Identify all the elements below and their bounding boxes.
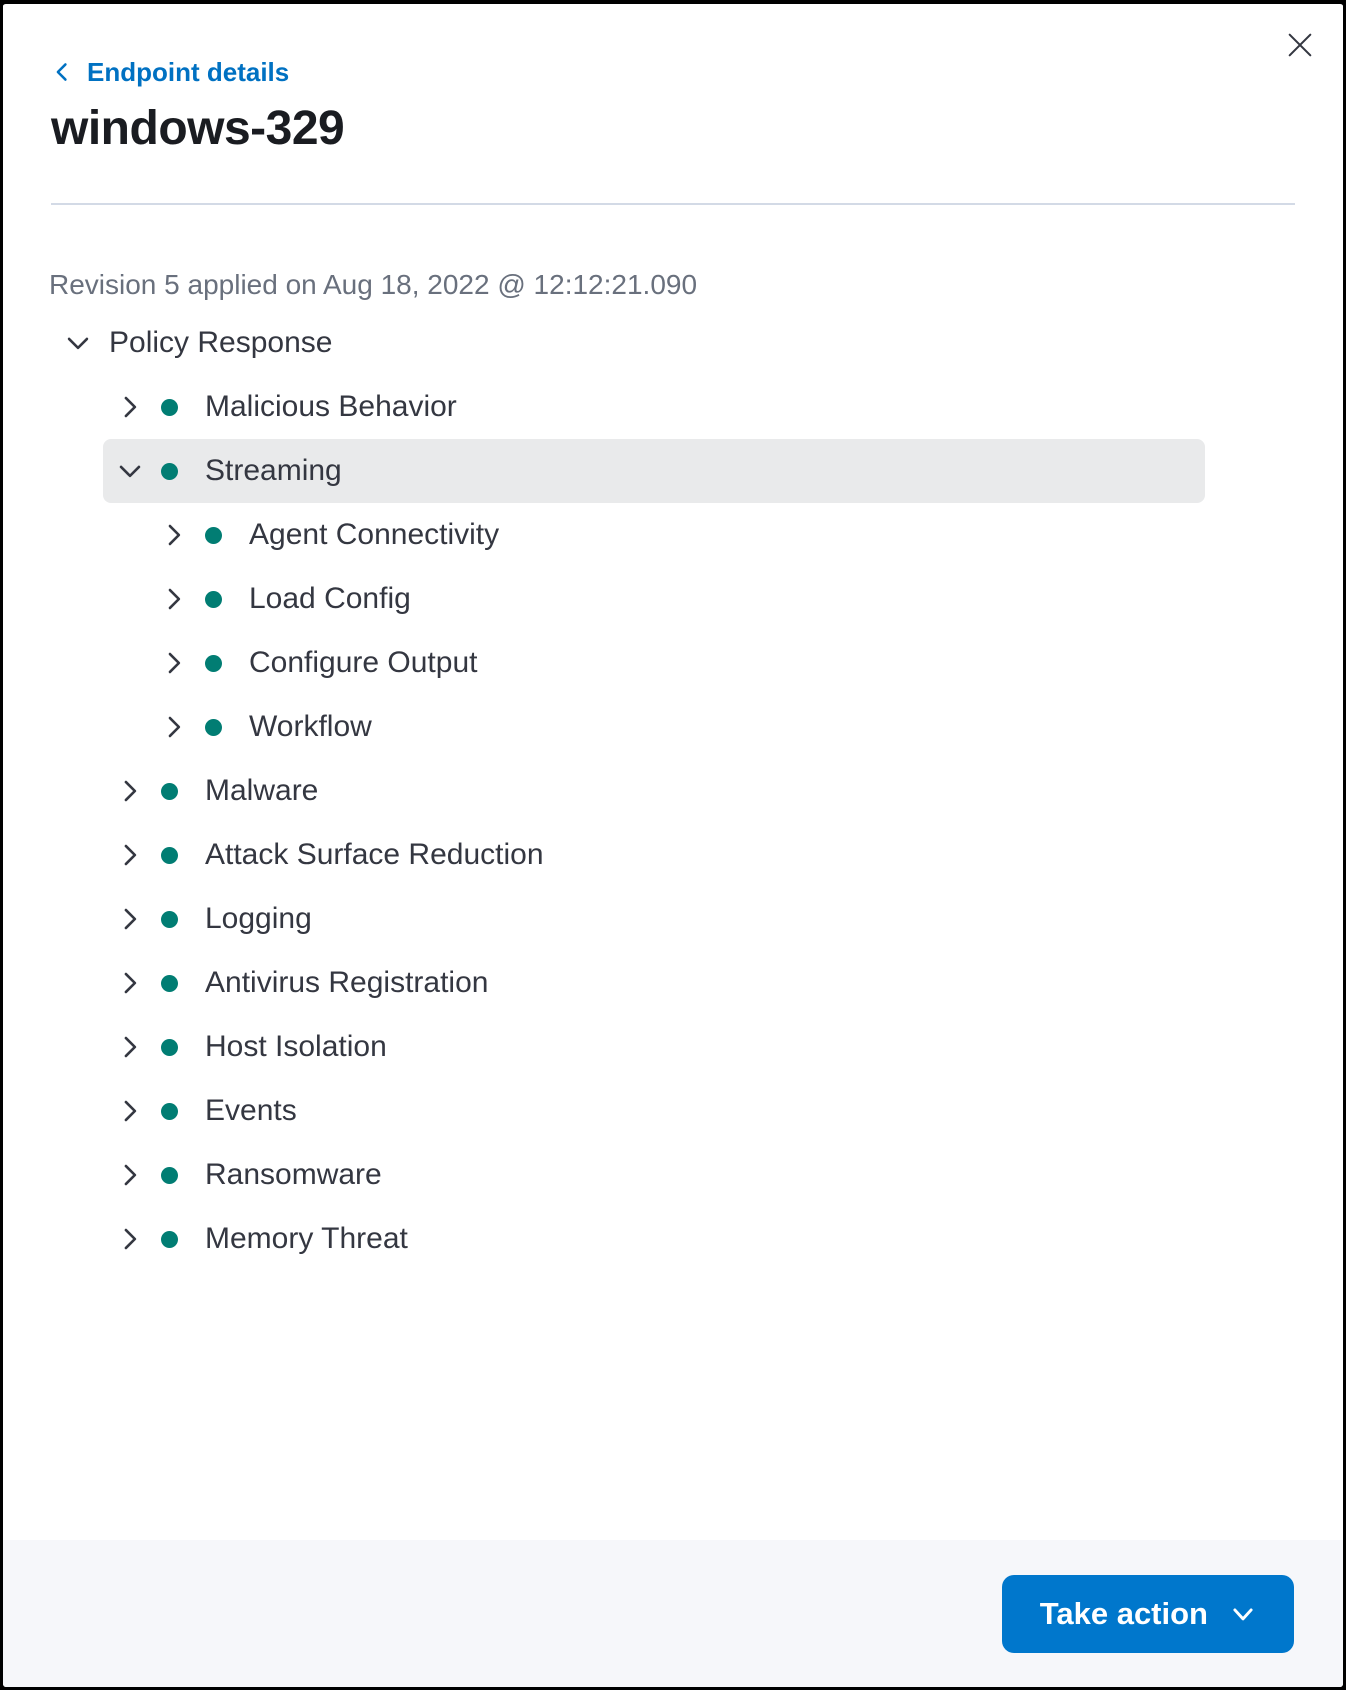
tree-item-label: Antivirus Registration <box>205 966 489 999</box>
tree-item-label: Policy Response <box>109 326 333 359</box>
chevron-down-icon[interactable] <box>117 458 143 484</box>
chevron-left-icon <box>51 59 73 85</box>
tree-item-memory-threat[interactable] <box>3 1207 1343 1271</box>
status-dot-icon <box>161 1231 178 1248</box>
take-action-label: Take action <box>1039 1595 1208 1631</box>
chevron-down-icon <box>1230 1601 1256 1627</box>
tree-item-label: Host Isolation <box>205 1030 387 1063</box>
tree-item-label: Load Config <box>249 582 411 615</box>
tree-item-agent-connectivity[interactable] <box>3 503 1343 567</box>
status-dot-icon <box>161 463 178 480</box>
status-dot-icon <box>205 719 222 736</box>
status-dot-icon <box>161 911 178 928</box>
close-icon[interactable] <box>1285 30 1315 60</box>
chevron-right-icon[interactable] <box>117 842 143 868</box>
tree-item-antivirus-registration[interactable] <box>3 951 1343 1015</box>
chevron-right-icon[interactable] <box>161 522 187 548</box>
tree-item-load-config[interactable] <box>3 567 1343 631</box>
page-title: windows-329 <box>51 102 345 155</box>
flyout-footer <box>3 1540 1343 1687</box>
tree-item-label: Workflow <box>249 710 372 743</box>
chevron-right-icon[interactable] <box>117 906 143 932</box>
tree-item-label: Ransomware <box>205 1158 382 1191</box>
tree-item-label: Streaming <box>205 454 342 487</box>
tree-item-workflow[interactable] <box>3 695 1343 759</box>
tree-item-host-isolation[interactable] <box>3 1015 1343 1079</box>
tree-item-label: Agent Connectivity <box>249 518 500 551</box>
chevron-right-icon[interactable] <box>117 1034 143 1060</box>
tree-item-streaming[interactable] <box>103 439 1205 503</box>
tree-item-events[interactable] <box>3 1079 1343 1143</box>
flyout-body <box>3 213 1343 1540</box>
tree-item-attack-surface-reduction[interactable] <box>3 823 1343 887</box>
status-dot-icon <box>161 847 178 864</box>
tree-item-malware[interactable] <box>3 759 1343 823</box>
status-dot-icon <box>161 399 178 416</box>
tree-item-policy-response[interactable] <box>3 311 1343 375</box>
tree-item-ransomware[interactable] <box>3 1143 1343 1207</box>
header-divider <box>51 203 1295 205</box>
tree-item-label: Memory Threat <box>205 1222 408 1255</box>
chevron-down-icon[interactable] <box>65 330 91 356</box>
chevron-right-icon[interactable] <box>117 394 143 420</box>
chevron-right-icon[interactable] <box>117 778 143 804</box>
tree-item-logging[interactable] <box>3 887 1343 951</box>
policy-response-tree <box>3 311 1343 1271</box>
chevron-right-icon[interactable] <box>117 1162 143 1188</box>
back-to-endpoint-details-link[interactable] <box>51 56 289 88</box>
tree-item-label: Attack Surface Reduction <box>205 838 544 871</box>
tree-item-label: Logging <box>205 902 312 935</box>
chevron-right-icon[interactable] <box>117 970 143 996</box>
status-dot-icon <box>205 591 222 608</box>
flyout-header <box>3 4 1343 213</box>
tree-item-label: Malware <box>205 774 319 807</box>
status-dot-icon <box>205 527 222 544</box>
revision-applied-text: Revision 5 applied on Aug 18, 2022 @ 12:12:21.090 <box>49 269 698 300</box>
chevron-right-icon[interactable] <box>117 1226 143 1252</box>
status-dot-icon <box>161 1039 178 1056</box>
status-dot-icon <box>161 975 178 992</box>
status-dot-icon <box>161 783 178 800</box>
tree-item-configure-output[interactable] <box>3 631 1343 695</box>
take-action-button[interactable] <box>1002 1575 1294 1653</box>
chevron-right-icon[interactable] <box>161 714 187 740</box>
tree-item-label: Configure Output <box>249 646 478 679</box>
status-dot-icon <box>161 1167 178 1184</box>
chevron-right-icon[interactable] <box>161 650 187 676</box>
back-link-label: Endpoint details <box>87 56 290 87</box>
tree-item-label: Malicious Behavior <box>205 390 457 423</box>
status-dot-icon <box>161 1103 178 1120</box>
tree-item-label: Events <box>205 1094 297 1127</box>
chevron-right-icon[interactable] <box>117 1098 143 1124</box>
status-dot-icon <box>205 655 222 672</box>
tree-item-malicious-behavior[interactable] <box>3 375 1343 439</box>
chevron-right-icon[interactable] <box>161 586 187 612</box>
